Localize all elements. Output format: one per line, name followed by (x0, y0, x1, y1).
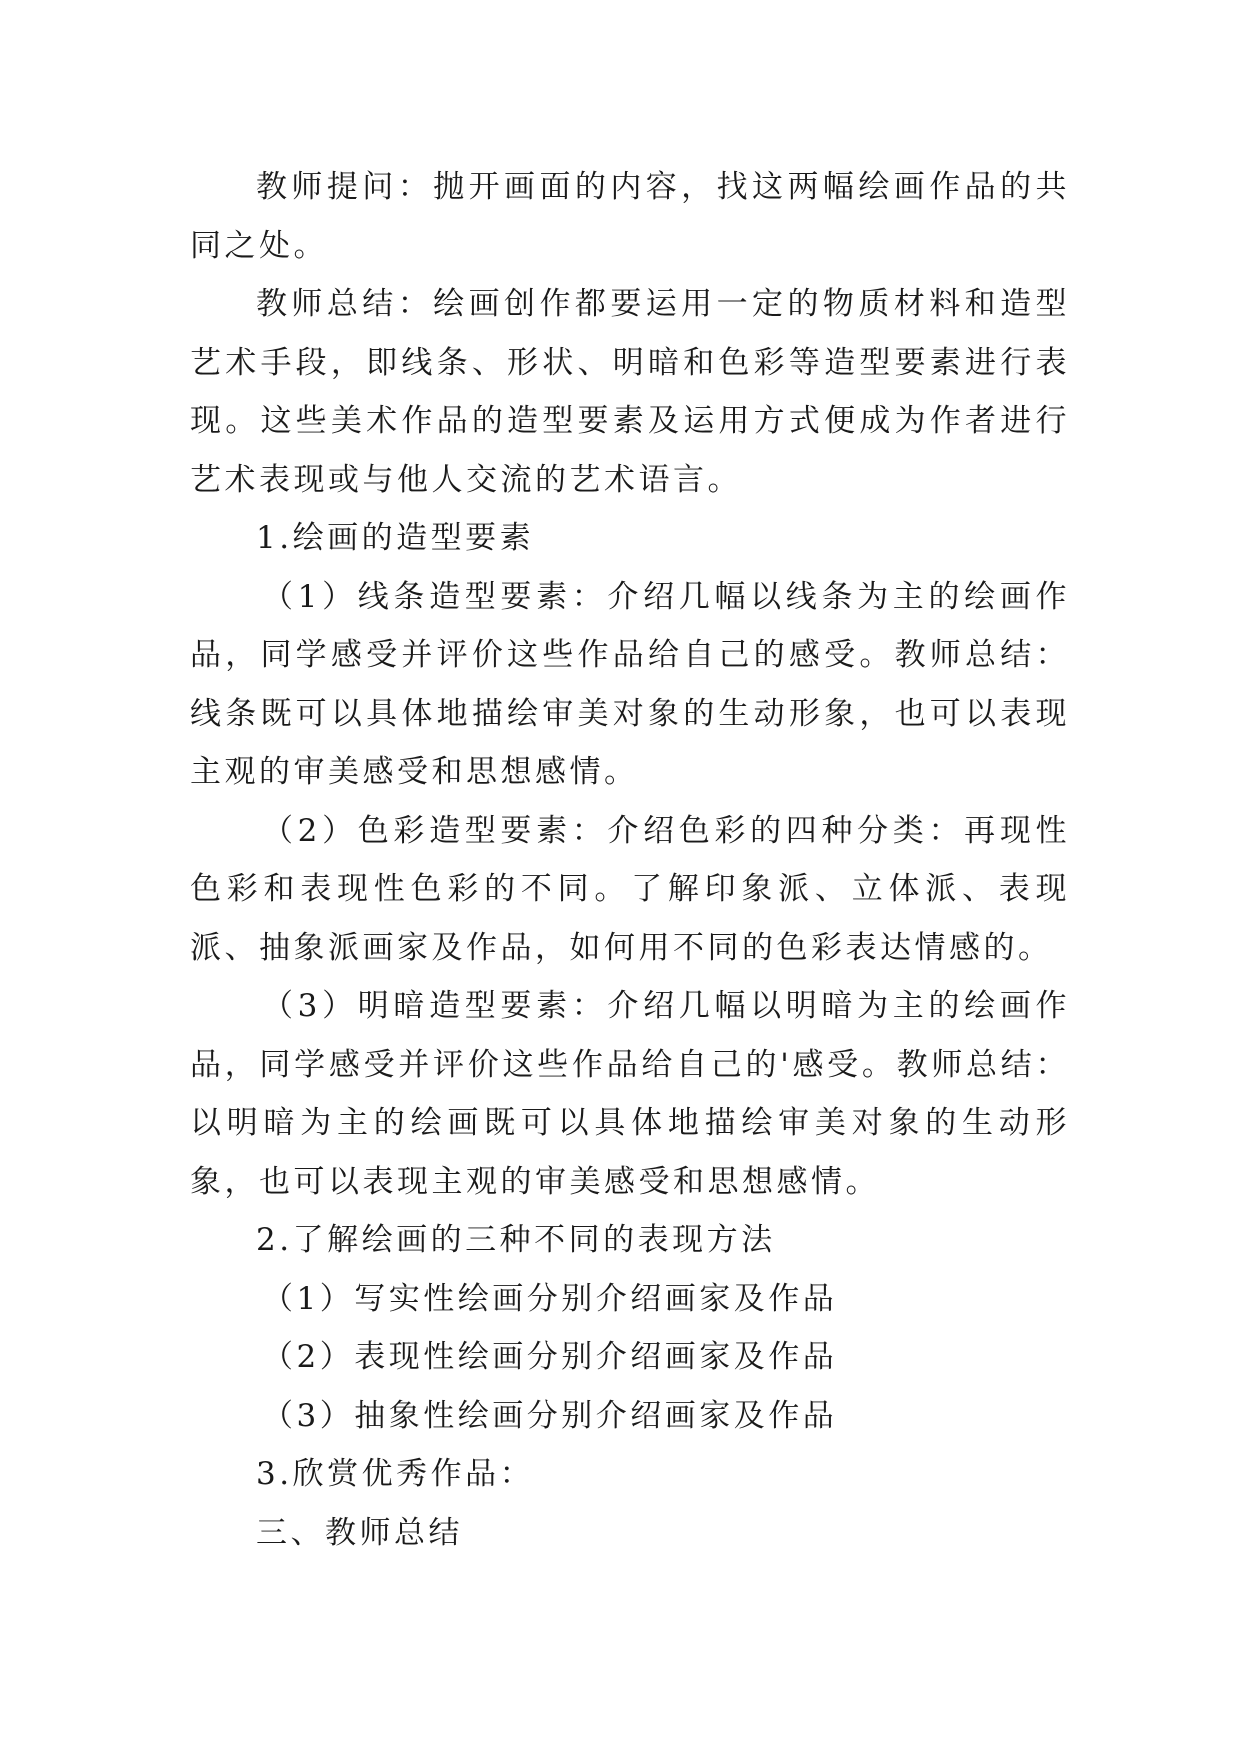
paragraph-light-dark-element: （3）明暗造型要素：介绍几幅以明暗为主的绘画作品，同学感受并评价这些作品给自己的'感受。教师总结：以明暗为主的绘画既可以具体地描绘审美对象的生动形象，也可以表现主观的审美感受和思想感情。 (190, 988, 1070, 1200)
heading-painting-elements: 1.绘画的造型要素 (256, 520, 535, 556)
paragraph-teacher-question: 教师提问：抛开画面的内容，找这两幅绘画作品的共同之处。 (190, 169, 1070, 264)
paragraph-line-element: （1）线条造型要素：介绍几幅以线条为主的绘画作品，同学感受并评价这些作品给自己的感受。教师总结：线条既可以具体地描绘审美对象的生动形象，也可以表现主观的审美感受和思想感情。 (190, 578, 1070, 790)
document-body (190, 158, 1070, 1562)
heading-three-methods: 2.了解绘画的三种不同的表现方法 (256, 1222, 776, 1258)
heading-appreciate-works: 3.欣赏优秀作品： (256, 1456, 535, 1492)
list-item-realistic: （1）写实性绘画分别介绍画家及作品 (262, 1280, 838, 1317)
list-item-abstract: （3）抽象性绘画分别介绍画家及作品 (262, 1397, 838, 1434)
heading-teacher-conclusion: 三、教师总结 (256, 1514, 463, 1551)
paragraph-color-element: （2）色彩造型要素：介绍色彩的四种分类：再现性色彩和表现性色彩的不同。了解印象派、立体派、表现派、抽象派画家及作品，如何用不同的色彩表达情感的。 (190, 812, 1070, 966)
list-item-expressive: （2）表现性绘画分别介绍画家及作品 (262, 1339, 838, 1375)
paragraph-teacher-summary: 教师总结：绘画创作都要运用一定的物质材料和造型艺术手段，即线条、形状、明暗和色彩等造型要素进行表现。这些美术作品的造型要素及运用方式便成为作者进行艺术表现或与他人交流的艺术语言。 (190, 286, 1070, 498)
